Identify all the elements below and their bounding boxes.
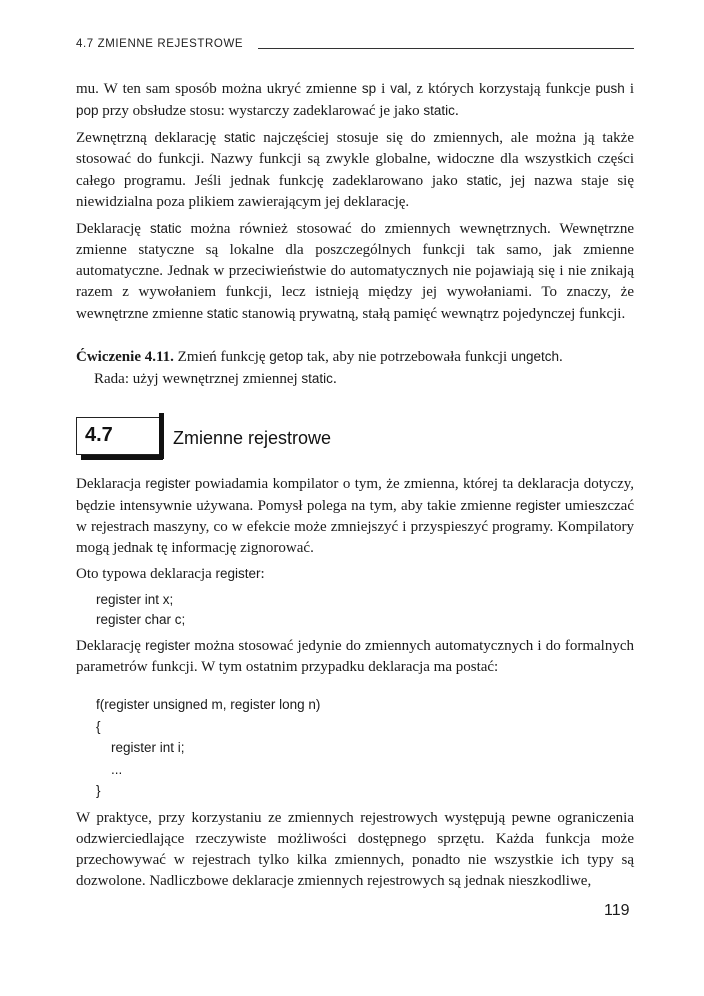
section-title: Zmienne rejestrowe — [173, 428, 332, 448]
code-keyword: register — [515, 498, 561, 513]
text-run: Oto typowa deklaracja — [76, 566, 216, 582]
text-run: Zewnętrzną deklarację — [76, 130, 224, 146]
exercise-hint — [76, 368, 636, 390]
section-box-shadow-right — [159, 413, 164, 459]
text-run: Deklarację — [76, 221, 150, 237]
running-head-rule — [258, 48, 634, 49]
exercise-line-1 — [76, 346, 636, 368]
code-keyword: push — [595, 81, 625, 96]
text-run: , z których korzystają funkcje — [407, 81, 596, 97]
text-run: . — [332, 371, 337, 387]
text-run: Rada: użyj wewnętrznej zmiennej — [94, 371, 302, 387]
code-keyword: static — [149, 221, 182, 236]
code-keyword: sp — [361, 81, 377, 96]
paragraph-register-usage — [76, 635, 634, 678]
page-number: 119 — [604, 902, 630, 919]
running-head — [76, 38, 634, 54]
text-run: : — [260, 566, 265, 582]
code-block-declarations: register int x; register char c; — [96, 592, 186, 627]
text-run: tak, aby nie potrzebowała funkcji — [303, 349, 511, 365]
code-keyword: static — [466, 173, 498, 188]
text-run: Zmień funkcję — [173, 349, 270, 365]
code-keyword: register — [145, 476, 191, 491]
code-keyword: static — [206, 306, 239, 321]
text-run: i — [376, 81, 391, 97]
section-number-box — [76, 417, 160, 455]
text-run: mu. W ten sam sposób można ukryć zmienne — [76, 81, 362, 97]
paragraph-internal-static — [76, 218, 634, 325]
code-keyword: register — [145, 638, 191, 653]
text-run: W praktyce, przy korzystaniu ze zmiennych rejestrowych występują pewne ograniczenia odzwierciedlające rzeczywiste możliwości dostępnego sprzętu. Każda funkcja może przechowywać w rejestrach tylko kilka zmiennych, ponadto nie wszystkie ich typy są dozwolone. Nadliczbowe deklaracje zmiennych rejestrowych są jednak nieszkodliwe, — [76, 810, 634, 889]
text-run: i — [624, 81, 635, 97]
text-run: , jej nazwa staje się niewidzialna poza plikiem zawierającym jej deklarację. — [76, 173, 634, 210]
code-keyword: static — [223, 130, 256, 145]
text-run: można również stosować do zmiennych wewnętrznych. Wewnętrzne zmienne statyczne są lokalne dla poszczególnych funkcji tak samo, jak zmienne automatyczne. Jednak w przeciwieństwie do automatycznych nie pojawiają się i nie znikają razem z wywołaniem funkcji, lecz istnieją między jej wywołaniami. To znaczy, że wewnętrzne zmienne — [76, 221, 634, 322]
code-keyword: pop — [76, 103, 99, 118]
code-block-function: f(register unsigned m, register long n) { register int i; ... } — [96, 697, 321, 798]
text-run: . — [558, 349, 563, 365]
code-keyword: static — [423, 103, 455, 118]
exercise-text — [174, 349, 563, 365]
running-head-text: 4.7 ZMIENNE REJESTROWE — [76, 38, 244, 50]
text-run: umieszczać w rejestrach maszyny, co w efekcie może zmniejszyć i przyspieszyć programy. Kompilatory mogą jednak tę informację zignorować. — [76, 498, 634, 556]
text-run: najczęściej stosuje się do zmiennych, ale można ją także stosować do funkcji. Nazwy funkcji są zwykle globalne, widoczne dla wszystkich części całego programu. Jeśli jednak funkcję zadeklarowano jako — [76, 130, 634, 189]
text-run: Deklarację — [76, 638, 146, 654]
code-keyword: register — [215, 566, 261, 581]
text-run: . — [454, 103, 459, 119]
paragraph-practical-limits — [76, 808, 634, 892]
code-keyword: val — [390, 81, 408, 96]
text-run: Deklaracja — [76, 476, 146, 492]
section-number: 4.7 — [85, 424, 113, 446]
paragraph-external-static — [76, 127, 634, 213]
text-run: można stosować jedynie do zmiennych automatycznych i do formalnych parametrów funkcji. W tym ostatnim przypadku deklaracja ma postać: — [76, 638, 635, 675]
paragraph-typical-declaration — [76, 563, 634, 585]
text-run: przy obsłudze stosu: wystarczy zadeklarować je jako — [98, 103, 424, 119]
text-run: powiadamia kompilator o tym, że zmienna, której ta deklaracja dotyczy, będzie intensywnie używana. Pomysł polega na tym, aby takie zmienne — [76, 476, 635, 514]
code-keyword: ungetch — [510, 349, 559, 364]
exercise-4-11 — [76, 346, 636, 390]
code-keyword: static — [301, 371, 333, 386]
text-run: stanowią prywatną, stałą pamięć wewnątrz pojedynczej funkcji. — [238, 306, 626, 322]
paragraph-register-intro — [76, 473, 634, 559]
code-keyword: getop — [269, 349, 304, 364]
paragraph-hiding-variables — [76, 78, 634, 122]
section-box-shadow-bottom — [81, 455, 163, 460]
exercise-label: Ćwiczenie 4.11. — [76, 349, 174, 365]
